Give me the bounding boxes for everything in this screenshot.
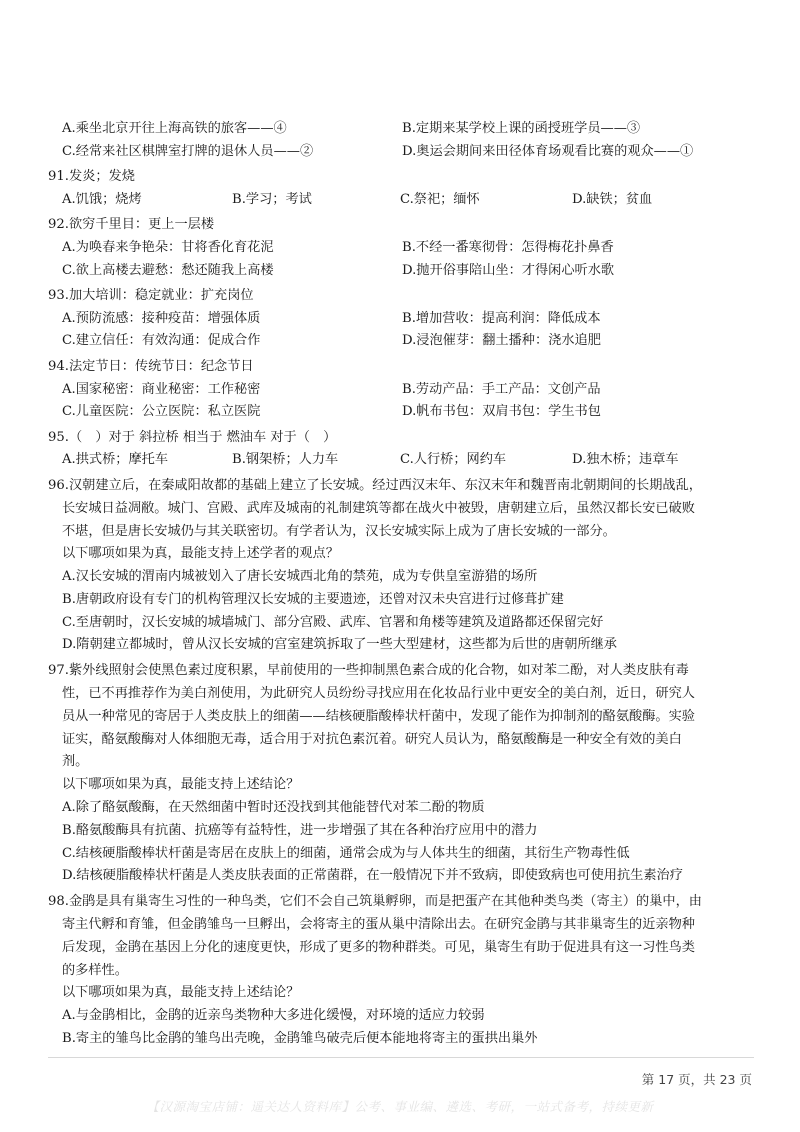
question-text-line: 员从一种常见的寄居于人类皮肤上的细菌——结核硬脂酸棒状杆菌中，发现了能作为抑制剂的酪氨酸酶。实验 bbox=[62, 708, 695, 724]
question-stem: 93.加大培训：稳定就业：扩充岗位 bbox=[48, 288, 254, 304]
option-d: D.奥运会期间来田径体育场观看比赛的观众——① bbox=[402, 143, 694, 159]
page-content bbox=[0, 118, 800, 1051]
question-prompt: 以下哪项如果为真，最能支持上述结论？ bbox=[62, 777, 300, 793]
question-stem: 95.（ ）对于 斜拉桥 相当于 燃油车 对于（ ） bbox=[48, 429, 337, 445]
option-a: A.汉长安城的渭南内城被划入了唐长安城西北角的禁苑，成为专供皇室游猎的场所 bbox=[62, 569, 538, 585]
option-row bbox=[0, 141, 800, 164]
option-row bbox=[0, 401, 800, 424]
footer-divider bbox=[48, 1057, 754, 1058]
question-text-line: 证实，酪氨酸酶对人体细胞无毒，适合用于对抗色素沉着。研究人员认为，酪氨酸酶是一种安全有效的美白 bbox=[62, 731, 682, 747]
option-row bbox=[0, 237, 800, 260]
option-row bbox=[0, 308, 800, 331]
option-d: D.独木桥；违章车 bbox=[572, 452, 679, 468]
question-93 bbox=[0, 285, 800, 353]
option-b: B.酪氨酸酶具有抗菌、抗癌等有益特性，进一步增强了其在各种治疗应用中的潜力 bbox=[62, 822, 538, 838]
option-a: A.为唤春来争艳朵：甘将香化育花泥 bbox=[62, 239, 274, 255]
option-b: B.劳动产品：手工产品：文创产品 bbox=[402, 381, 601, 397]
question-91 bbox=[0, 166, 800, 211]
option-c: C.欲上高楼去避愁：愁还随我上高楼 bbox=[62, 262, 274, 278]
page-number: 第 17 页，共 23 页 bbox=[641, 1072, 752, 1087]
option-c: C.祭祀；缅怀 bbox=[400, 191, 480, 207]
question-text-line: 后发现，金鹃在基因上分化的速度更快，形成了更多的物种群类。可见，巢寄生有助于促进具有这一习性鸟类 bbox=[62, 939, 695, 955]
question-text-line: 不堪，但是唐长安城仍与其关联密切。有学者认为，汉长安城实际上成为了唐长安城的一部分。 bbox=[62, 523, 616, 539]
question-prompt: 以下哪项如果为真，最能支持上述结论？ bbox=[62, 985, 300, 1001]
question-94 bbox=[0, 356, 800, 424]
option-c: C.经常来社区棋牌室打牌的退休人员——② bbox=[62, 143, 314, 159]
question-96 bbox=[0, 475, 800, 657]
option-a: A.饥饿；烧烤 bbox=[62, 191, 142, 207]
option-a: A.预防流感：接种疫苗：增强体质 bbox=[62, 310, 261, 326]
option-a: A.乘坐北京开往上海高铁的旅客——④ bbox=[62, 121, 287, 136]
option-row bbox=[0, 189, 800, 212]
option-b: B.唐朝政府设有专门的机构管理汉长安城的主要遗迹，还曾对汉未央宫进行过修葺扩建 bbox=[62, 591, 564, 607]
option-d: D.隋朝建立都城时，曾从汉长安城的宫室建筑拆取了一些大型建材，这些都为后世的唐朝所继承 bbox=[62, 637, 617, 653]
option-d: D.浸泡催芽：翻土播种：浇水追肥 bbox=[402, 333, 601, 349]
option-b: B.定期来某学校上课的函授班学员——③ bbox=[402, 121, 641, 136]
option-c: C.结核硬脂酸棒状杆菌是寄居在皮肤上的细菌，通常会成为与人体共生的细菌，其衍生产物毒性低 bbox=[62, 845, 630, 861]
option-b: B.不经一番寒彻骨：怎得梅花扑鼻香 bbox=[402, 239, 614, 255]
option-a: A.拱式桥；摩托车 bbox=[62, 452, 169, 468]
option-c: C.建立信任：有效沟通：促成合作 bbox=[62, 333, 261, 349]
option-b: B.寄主的雏鸟比金鹃的雏鸟出壳晚，金鹃雏鸟破壳后便本能地将寄主的蛋拱出巢外 bbox=[62, 1031, 538, 1047]
option-a: A.与金鹃相比，金鹃的近亲鸟类物种大多进化缓慢，对环境的适应力较弱 bbox=[62, 1008, 485, 1024]
question-text-line: 的多样性。 bbox=[62, 962, 128, 978]
question-text-line: 长安城日益凋敝。城门、宫殿、武库及城南的礼制建筑等都在战火中被毁，唐朝建立后，虽然汉都长安已破败 bbox=[62, 500, 695, 516]
option-d: D.结核硬脂酸棒状杆菌是人类皮肤表面的正常菌群，在一般情况下并不致病，即使致病也可使用抗生素治疗 bbox=[62, 868, 683, 884]
question-text-line: 性，已不再推荐作为美白剂使用，为此研究人员纷纷寻找应用在化妆品行业中更安全的美白剂，近日，研究人 bbox=[62, 686, 695, 702]
option-a: A.除了酪氨酸酶，在天然细菌中暂时还没找到其他能替代对苯二酚的物质 bbox=[62, 800, 485, 816]
option-d: D.缺铁；贫血 bbox=[572, 191, 653, 207]
option-a: A.国家秘密：商业秘密：工作秘密 bbox=[62, 381, 261, 397]
option-b: B.钢架桥；人力车 bbox=[232, 452, 339, 468]
option-d: D.帆布书包：双肩书包：学生书包 bbox=[402, 404, 601, 420]
question-text-line: 98.金鹃是具有巢寄生习性的一种鸟类，它们不会自己筑巢孵卵，而是把蛋产在其他种类鸟类（寄主）的巢中，由 bbox=[48, 894, 702, 910]
option-b: B.学习；考试 bbox=[232, 191, 312, 207]
option-row bbox=[0, 449, 800, 472]
question-92 bbox=[0, 214, 800, 282]
option-d: D.抛开俗事陪山坐：才得闲心听水歌 bbox=[402, 262, 615, 278]
question-95 bbox=[0, 427, 800, 472]
question-98 bbox=[0, 891, 800, 1051]
question-stem: 94.法定节日：传统节日：纪念节日 bbox=[48, 358, 254, 374]
option-row bbox=[0, 260, 800, 283]
option-c: C.至唐朝时，汉长安城的城墙城门、部分宫殿、武库、官署和角楼等建筑及道路都还保留完好 bbox=[62, 614, 604, 630]
question-prompt: 以下哪项如果为真，最能支持上述学者的观点？ bbox=[62, 546, 339, 562]
question-text-line: 寄主代孵和育雏，但金鹃雏鸟一旦孵出，会将寄主的蛋从巢中清除出去。在研究金鹃与其非巢寄生的近亲物种 bbox=[62, 917, 695, 933]
option-row bbox=[0, 330, 800, 353]
question-97 bbox=[0, 660, 800, 888]
option-row bbox=[0, 379, 800, 402]
footer-watermark: 【汉源淘宝店铺：遥关达人资料库】公考、事业编、遴选、考研，一站式备考，持续更新 bbox=[146, 1099, 654, 1114]
question-90-options bbox=[0, 118, 800, 163]
option-c: C.人行桥；网约车 bbox=[400, 452, 507, 468]
option-c: C.儿童医院：公立医院：私立医院 bbox=[62, 404, 261, 420]
question-text-line: 97.紫外线照射会使黑色素过度积累，早前使用的一些抑制黑色素合成的化合物，如对苯二酚，对人类皮肤有毒 bbox=[48, 663, 689, 679]
question-text-line: 剂。 bbox=[62, 754, 89, 770]
option-b: B.增加营收：提高利润：降低成本 bbox=[402, 310, 601, 326]
question-stem: 92.欲穷千里目：更上一层楼 bbox=[48, 217, 215, 233]
question-text-line: 96.汉朝建立后，在秦咸阳故都的基础上建立了长安城。经过西汉末年、东汉末年和魏晋南北朝期间的长期战乱， bbox=[48, 477, 702, 493]
option-row bbox=[0, 118, 800, 141]
question-stem: 91.发炎；发烧 bbox=[48, 169, 135, 185]
